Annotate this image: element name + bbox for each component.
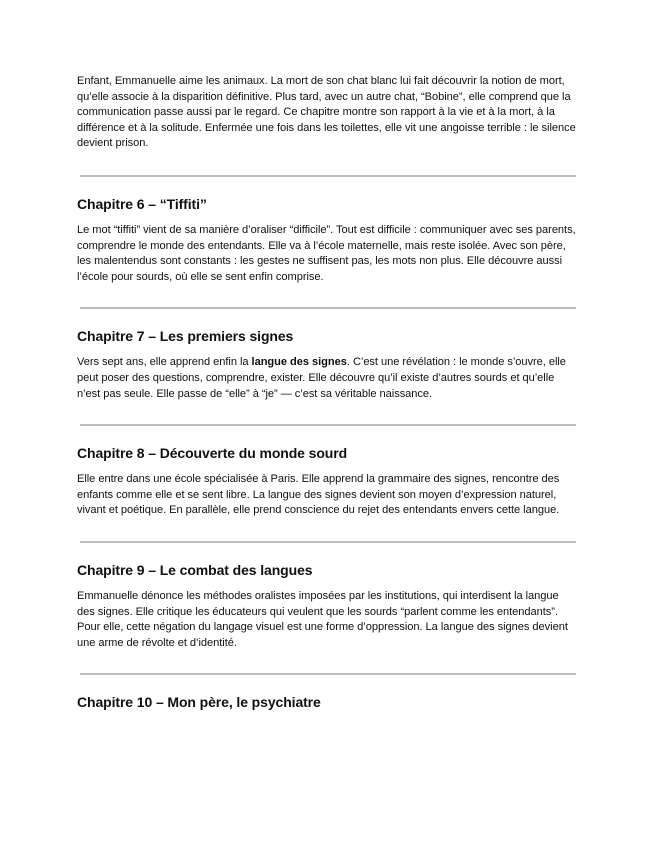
document-page (77, 74, 577, 711)
chapter-6-heading: Chapitre 6 – “Tiffiti” (77, 195, 207, 212)
chapter-8-heading: Chapitre 8 – Découverte du monde sourd (77, 445, 348, 462)
section-divider (80, 424, 576, 426)
chapter-6-paragraph: Le mot “tiffiti” vient de sa manière d’oraliser “difficile”. Tout est difficile : communiquer avec ses parents, comprendre le monde des entendants. Elle va à l’école maternelle, mais reste isolée. Avec son père, les malentendus sont constants : les gestes ne suffisent pas, les mots non plus. Elle découvre aussi l’école pour sourds, où elle se sent enfin comprise. (77, 223, 576, 283)
section-divider (80, 307, 576, 309)
intro-paragraph: Enfant, Emmanuelle aime les animaux. La mort de son chat blanc lui fait découvrir la notion de mort, qu’elle associe à la disparition définitive. Plus tard, avec un autre chat, “Bobine”, elle comprend que la communication passe aussi par le regard. Ce chapitre montre son rapport à la vie et à la mort, à la différence et à la solitude. Enfermée une fois dans les toilettes, elle vit une angoisse terrible : le silence devient prison. (77, 75, 576, 150)
chapter-9-paragraph: Emmanuelle dénonce les méthodes oralistes imposées par les institutions, qui interdisent la langue des signes. Elle critique les éducateurs qui veulent que les sourds “parlent comme les entendants”. Pour elle, cette négation du langage visuel est une forme d’oppression. La langue des signes devient une arme de révolte et d’identité. (77, 589, 568, 649)
section-divider (80, 541, 576, 543)
chapter-9-heading: Chapitre 9 – Le combat des langues (77, 561, 313, 578)
chapter-8-paragraph: Elle entre dans une école spécialisée à Paris. Elle apprend la grammaire des signes, rencontre des enfants comme elle et se sent libre. La langue des signes devient son moyen d’expression naturel, vivant et poétique. En parallèle, elle prend conscience du rejet des entendants envers cette langue. (77, 473, 560, 517)
chapter-7-paragraph (77, 355, 577, 402)
chapter-7-text-before: Vers sept ans, elle apprend enfin la (77, 356, 252, 369)
chapter-7-text-after: . C’est une révélation : le monde s’ouvre, elle peut poser des questions, comprendre, exister. Elle découvre qu’il existe d’autres sourds et qu’elle n’est pas seule. Elle passe de “elle” à “je” — c’est sa véritable naissance. (77, 356, 566, 400)
chapter-10-heading: Chapitre 10 – Mon père, le psychiatre (77, 694, 321, 711)
section-divider (80, 175, 576, 177)
chapter-7-heading: Chapitre 7 – Les premiers signes (77, 328, 294, 345)
section-divider (80, 673, 576, 675)
chapter-7-bold-term: langue des signes (251, 356, 347, 369)
